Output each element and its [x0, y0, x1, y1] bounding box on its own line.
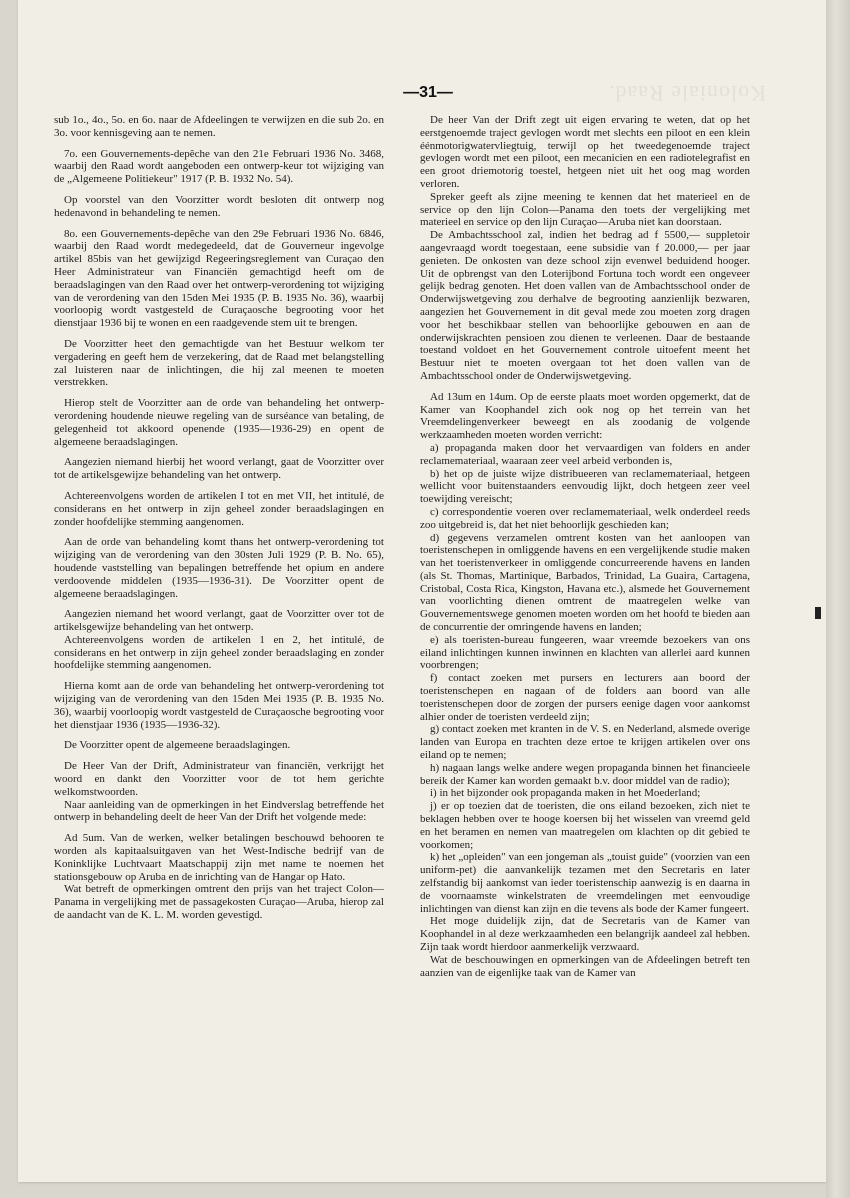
left-column [54, 114, 384, 922]
paragraph: Achtereenvolgens worden de artikelen I tot en met VII, het intitulé, de considerans en het ontwerp in zijn geheel zonder beraadslagingen en zonder hoofdelijke stemming aangenomen. [54, 489, 384, 528]
list-item: f) contact zoeken met pursers en lecturers aan boord der toeristenschepen en nagaan of de folders aan boord van alle toeristenschepen door de zorgen der pursers eenige dagen voor aankomst alhier onder de toeristen verdeeld zijn; [420, 672, 750, 723]
paragraph: De Voorzitter heet den gemachtigde van het Bestuur welkom ter vergadering en geeft hem de verzekering, dat de Raad met belangstelling zal luisteren naar de inlichtingen, die hij zal meenen te moeten verstrekken. [54, 337, 384, 389]
list-item: d) gegevens verzamelen omtrent kosten van het aanloopen van toeristenschepen in omliggende havens en een vergelijkende studie maken van het toeristenverkeer in omliggende concurreerende havens en landen (als St. Thomas, Martinique, Barbados, Trinidad, La Guaira, Cartagena, Cristobal, Costa Rica, Kingston, Havana etc.), alsmede het Gouvernement van voorlichting dienen omtrent de maatregelen welke van Gouvernementswege genomen moeten worden om het hoofd te bieden aan de concurrentie der omringende havens en landen; [420, 531, 750, 634]
list-item: h) nagaan langs welke andere wegen propaganda binnen het financieele bereik der Kamer kan worden gemaakt b.v. door middel van de radio); [420, 761, 750, 787]
paragraph: Hierna komt aan de orde van behandeling het ontwerp-verordening tot wijziging van de verordening van den 15den Mei 1935 (P. B. 1935 No. 36), waarbij voorloopig wordt vastgesteld de Curaçaosche begrooting voor het dienstjaar 1936 (1935—1936-32). [54, 680, 384, 731]
paragraph: De Ambachtsschool zal, indien het bedrag ad f 5500,— suppletoir aangevraagd wordt toegestaan, eene subsidie van f 20.000,— per jaar genieten. De onkosten van deze school zijn evenwel beduidend hooger. Uit de opbrengst van den Loterijbond Fortuna toch wordt een ongeveer gelijk bedrag genoten. Het doen vallen van de Ambachtsschool onder de Onderwijswetgeving zou derhalve de begrooting aanzienlijk bezwaren, aangezien het Gouvernement in dit geval mede zou moeten zorg dragen voor het beschikbaar stellen van behoorlijke gebouwen en aan de onderwijskrachten pensioen zou dienen te verleenen. Daar de bestaande toestand voldoet en het Gouvernement controle uitoefent meent het Bestuur niet te moeten overgaan tot het doen vallen van de Ambachtsschool onder de Onderwijswetgeving. [420, 229, 750, 382]
list-item: e) als toeristen-bureau fungeeren, waar vreemde bezoekers van ons eiland inlichtingen kunnen inwinnen en klachten van allerlei aard kunnen voorbrengen; [420, 633, 750, 672]
paragraph: sub 1o., 4o., 5o. en 6o. naar de Afdeelingen te verwijzen en die sub 2o. en 3o. voor kennisgeving aan te nemen. [54, 114, 384, 139]
book-spine [826, 0, 850, 1198]
list-item: j) er op toezien dat de toeristen, die ons eiland bezoeken, zich niet te beklagen hebben over te hooge koersen bij het wisselen van vreemd geld en het beramen en nemen van maatregelen om klachten op dit gebied te voorkomen; [420, 800, 750, 851]
paragraph: Naar aanleiding van de opmerkingen in het Eindverslag betreffende het ontwerp in behandeling deelt de heer Van der Drift het volgende mede: [54, 798, 384, 824]
paragraph: De heer Van der Drift zegt uit eigen ervaring te weten, dat op het eerstgenoemde traject gevlogen wordt met slechts een piloot en een klein éénmotorigwatervliegtuig, terwijl op het tweedegenoemde traject gevlogen wordt met een piloot, een mecanicien en een radiotelegrafist en een groot driemotorig toestel, hetgeen niet uit het oog mag worden verloren. [420, 114, 750, 190]
paragraph: De Heer Van der Drift, Administrateur van financiën, verkrijgt het woord en dankt den Voorzitter voor de tot hem gerichte welkomstwoorden. [54, 760, 384, 798]
paragraph: Hierop stelt de Voorzitter aan de orde van behandeling het ontwerp-verordening houdende nieuwe regeling van de surséance van betaling, de gelegenheid tot akkoord openende (1935—1936-29) en opent de algemeene beraadslagingen. [54, 397, 384, 448]
list-item: a) propaganda maken door het vervaardigen van folders en ander reclamemateriaal, waaraan zeer veel arbeid verbonden is, [420, 441, 750, 467]
paragraph: Ad 5um. Van de werken, welker betalingen beschouwd behooren te worden als kapitaalsuitgaven van het West-Indische bedrijf van de Koninklijke Luchtvaart Maatschappij zijn met name te noemen het stationsgebouw op Aruba en de inrichting van de Hangar op Hato. [54, 832, 384, 883]
list-item: i) in het bijzonder ook propaganda maken in het Moederland; [430, 787, 701, 800]
margin-mark [815, 607, 821, 619]
list-item: g) contact zoeken met kranten in de V. S. en Nederland, alsmede overige landen van Europa en trachten deze ertoe te krijgen artikelen over ons eiland op te nemen; [420, 723, 750, 762]
list-item: k) het „opleiden" van een jongeman als „touist guide" (voorzien van een uniform-pet) die aanvankelijk tezamen met den Secretaris en later zelfstandig bij aankomst van ieder toeristenschip aanwezig is en daarna in de voornaamste winkelstraten de vreemdelingen met eenvoudige inlichtingen van dienst kan zijn en die tevens als bode der Kamer fungeert. [420, 851, 750, 915]
paragraph: Aangezien niemand het woord verlangt, gaat de Voorzitter over tot de artikelsgewijze behandeling van het ontwerp. [54, 608, 384, 634]
paragraph: Aangezien niemand hierbij het woord verlangt, gaat de Voorzitter over tot de artikelsgewijze behandeling van het ontwerp. [54, 456, 384, 482]
document-page [18, 0, 826, 1182]
right-column [420, 114, 750, 979]
paragraph: Wat betreft de opmerkingen omtrent den prijs van het traject Colon—Panama in vergelijking met de passagekosten Curaçao—Aruba, hierop zal de aandacht van de K. L. M. worden gevestigd. [54, 883, 384, 922]
watermark: Koloniale Raad. [608, 81, 766, 106]
paragraph: Het moge duidelijk zijn, dat de Secretaris van de Kamer van Koophandel in al deze werkzaamheden een belangrijk aandeel zal hebben. Zijn taak wordt hierdoor aanmerkelijk verzwaard. [420, 915, 750, 953]
paragraph: Aan de orde van behandeling komt thans het ontwerp-verordening tot wijziging van de verordening van den 30sten Juli 1929 (P. B. No. 65), houdende vaststelling van bepalingen betreffende het opium en andere verdoovende middelen (1935—1936-31). De Voorzitter opent de algemeene beraadslagingen. [54, 536, 384, 600]
paragraph: Achtereenvolgens worden de artikelen 1 en 2, het intitulé, de considerans en het ontwerp in zijn geheel zonder beraadslaging en zonder hoofdelijke stemming aangenomen. [54, 633, 384, 672]
page-number: —31— [403, 84, 453, 101]
paragraph: 7o. een Gouvernements-depêche van den 21e Februari 1936 No. 3468, waarbij den Raad wordt aangeboden een ontwerp-keur tot wijziging van de „Algemeene Politiekeur" 1917 (P. B. 1932 No. 54). [54, 147, 384, 186]
paragraph: Op voorstel van den Voorzitter wordt besloten dit ontwerp nog hedenavond in behandeling te nemen. [54, 193, 384, 219]
list-item: c) correspondentie voeren over reclamemateriaal, welk onderdeel reeds zoo uitgebreid is, dat het niet behoorlijk geschieden kan; [420, 505, 750, 531]
paragraph: 8o. een Gouvernements-depêche van den 29e Februari 1936 No. 6846, waarbij den Raad wordt medegedeeld, dat de Gouverneur ingevolge artikel 85bis van het gewijzigd Regeeringsreglement van Curaçao den Heer Administrateur van Financiën gemachtigd heeft om de beraadslagingen van den Raad over het ontwerp-verordening tot wijziging van de verordening van den 15den Mei 1935 (P. B. 1935 No. 36), waarbij voorloopig wordt vastgesteld de Curaçaosche begrooting voor het dienstjaar 1936 bij te wonen en een raadgevende stem uit te brengen. [54, 227, 384, 330]
paragraph: Ad 13um en 14um. Op de eerste plaats moet worden opgemerkt, dat de Kamer van Koophandel zich ook nog op het terrein van het Vreemdelingenverkeer beweegt en als zoodanig de volgende werkzaamheden moeten worden verricht: [420, 390, 750, 442]
paragraph: De Voorzitter opent de algemeene beraadslagingen. [64, 739, 291, 752]
paragraph: Wat de beschouwingen en opmerkingen van de Afdeelingen betreft ten aanzien van de eigenlijke taak van de Kamer van [420, 953, 750, 979]
paragraph: Spreker geeft als zijne meening te kennen dat het materieel en de service op den lijn Colon—Panama den toets der vergelijking met materieel en service op den lijn Curaçao—Aruba niet kan doorstaan. [420, 190, 750, 229]
list-item: b) het op de juiste wijze distribueeren van reclamemateriaal, hetgeen wellicht voor buitenstaanders eenvoudig lijkt, doch hetgeen zeer veel toewijding vereischt; [420, 467, 750, 506]
